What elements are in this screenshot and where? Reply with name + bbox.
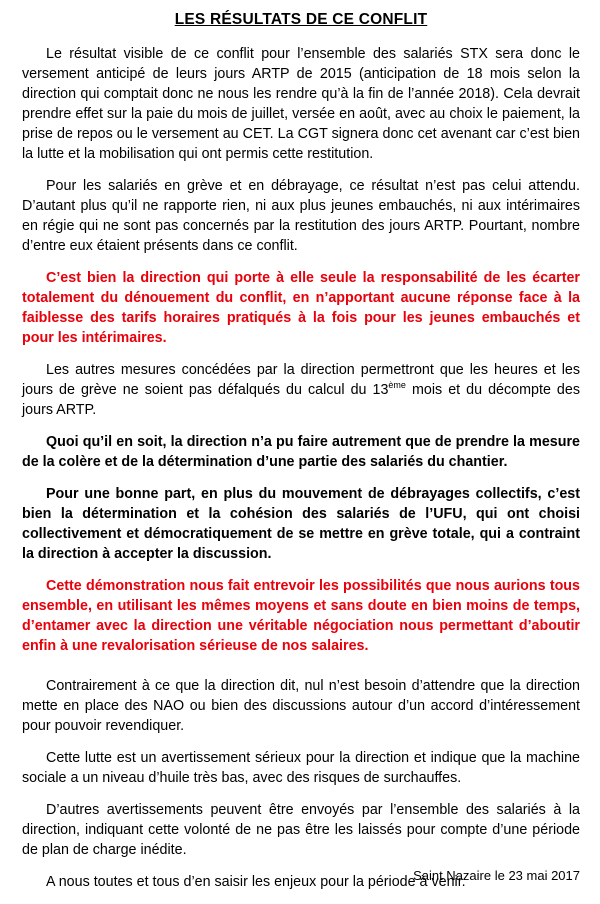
document-title: LES RÉSULTATS DE CE CONFLIT	[174, 11, 428, 28]
paragraph-ufu-determination: Pour une bonne part, en plus du mouvement de débrayages collectifs, c’est bien la détermination et la cohésion des salariés de l’UFU, qui ont choisi collectivement et démocratiquement de se mettre en grève totale, qui a contraint la direction à accepter la discussion.	[22, 486, 580, 562]
paragraph-strikers-expectation: Pour les salariés en grève et en débrayage, ce résultat n’est pas celui attendu. D’autant plus qu’il ne rapporte rien, ni aux plus jeunes embauchés, ni aux intérimaires en régie qui ne sont pas concernés par la restitution des jours ARTP. Pourtant, nombre d’entre eux étaient présents dans ce conflit.	[22, 178, 580, 254]
paragraph-no-need-to-wait: Contrairement à ce que la direction dit, nul n’est besoin d’attendre que la direction mette en place des NAO ou bien des discussions autour d’un accord d’intéressement pour pouvoir revendiquer.	[22, 678, 580, 734]
document-page	[22, 10, 580, 904]
other-measures-text-end: mois et du décompte des jours ARTP.	[22, 382, 580, 418]
paragraph-result-artp: Le résultat visible de ce conflit pour l’ensemble des salariés STX sera donc le versement anticipé de leurs jours ARTP de 2015 (anticipation de 18 mois selon la direction qui comptait donc ne nous les rendre qu’à la fin de l’année 2018). Cela devrait prendre effet sur la paie du mois de juillet, versée en août, avec au choix le paiement, la prise de repos ou le versement au CET. La CGT signera donc cet avenant car c’est bien la lutte et la mobilisation qui ont permis cette restitution.	[22, 46, 580, 162]
paragraph-other-measures	[22, 360, 580, 420]
other-measures-text-start: Les autres mesures concédées par la direction permettront que les heures et les jours de grève ne soient pas défalqués du calcul du 13	[22, 362, 580, 398]
paragraph-closing: A nous toutes et tous d’en saisir les enjeux pour la période à venir.	[46, 874, 466, 890]
paragraph-demonstration-possibilities: Cette démonstration nous fait entrevoir les possibilités que nous aurions tous ensemble, en utilisant les mêmes moyens et sans doute en bien moins de temps, d’entamer avec la direction une véritable négociation nous permettant d’aboutir enfin à une revalorisation sérieuse de nos salaires.	[22, 578, 580, 654]
signature-date: Saint Nazaire le 23 mai 2017	[413, 868, 580, 883]
paragraph-other-warnings: D’autres avertissements peuvent être envoyés par l’ensemble des salariés à la direction, indiquant cette volonté de ne pas être les laissés pour compte d’une période de plan de charge inédite.	[22, 802, 580, 858]
thirteenth-superscript: ème	[388, 380, 406, 391]
paragraph-management-responsibility: C’est bien la direction qui porte à elle seule la responsabilité de les écarter totalement du dénouement du conflit, en n’apportant aucune réponse face à la faiblesse des tarifs horaires pratiqués à la fois pour les jeunes embauchés et pour les intérimaires.	[22, 270, 580, 346]
paragraph-anger-measure: Quoi qu’il en soit, la direction n’a pu faire autrement que de prendre la mesure de la colère et de la détermination d’une partie des salariés du chantier.	[22, 434, 580, 470]
paragraph-serious-warning: Cette lutte est un avertissement sérieux pour la direction et indique que la machine sociale a un niveau d’huile très bas, avec des risques de surchauffes.	[22, 750, 580, 786]
